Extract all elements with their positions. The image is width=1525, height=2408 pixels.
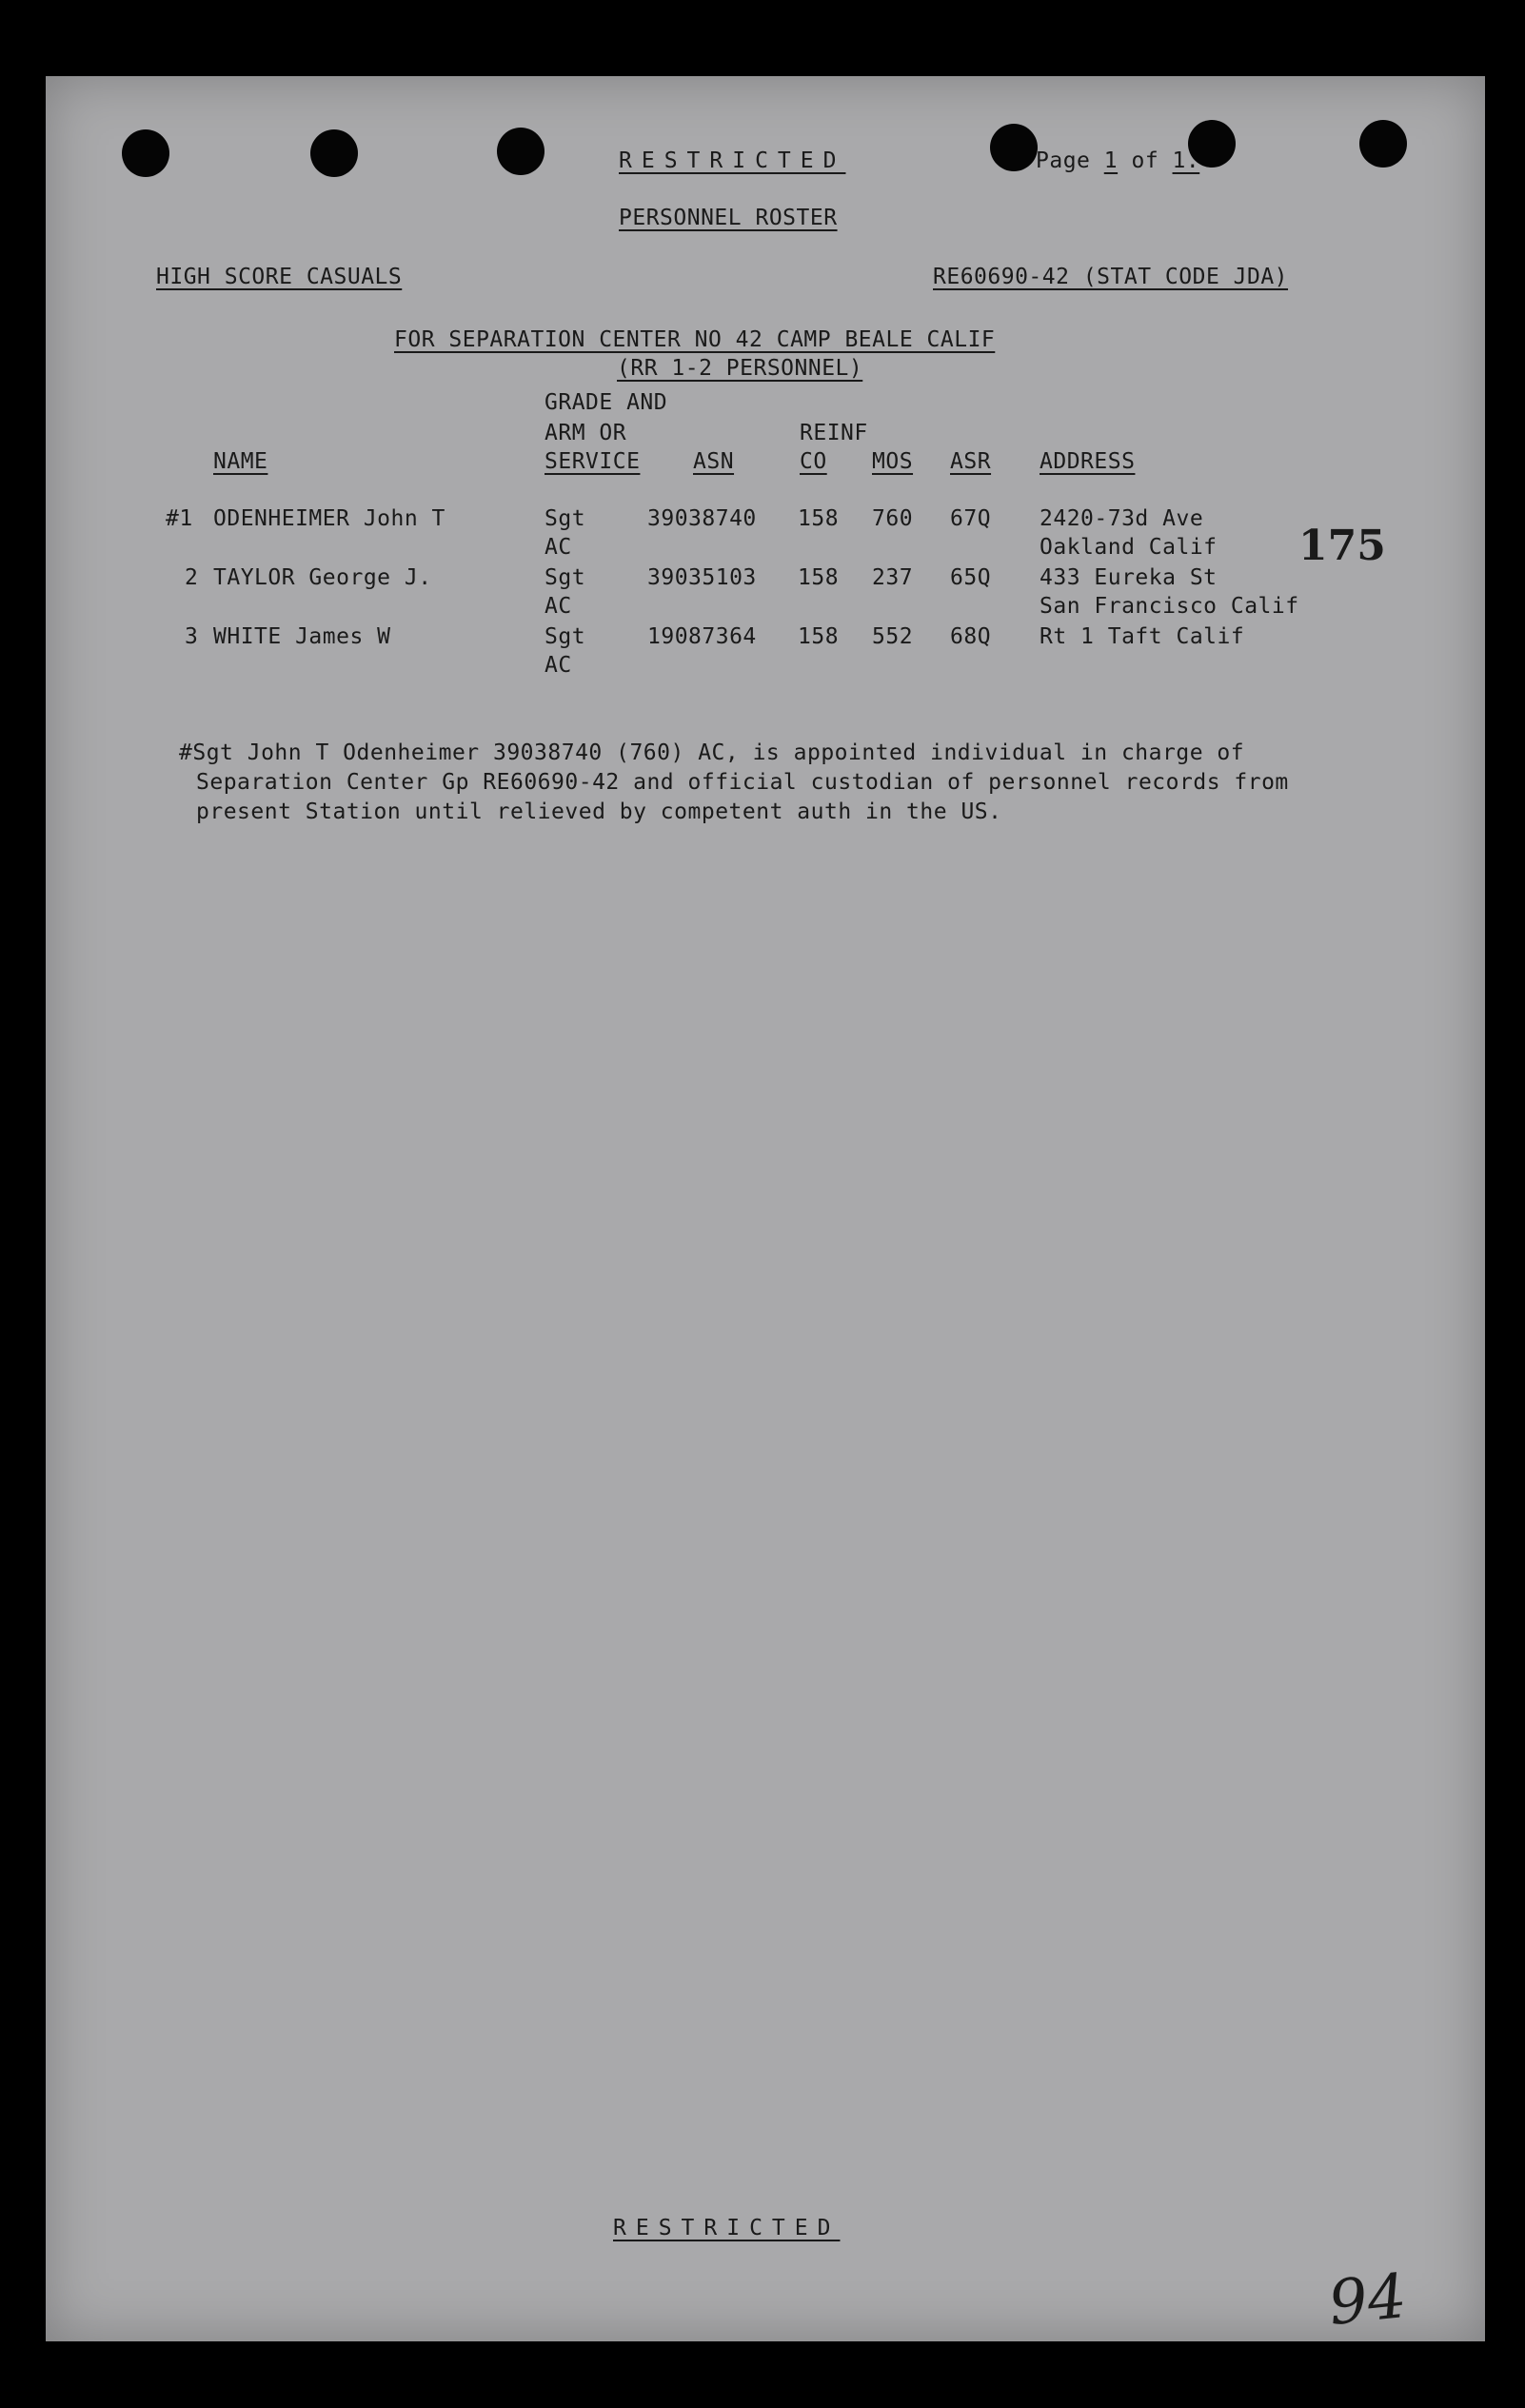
col-reinf-line1: REINF bbox=[800, 421, 868, 445]
row-asr: 65Q bbox=[950, 565, 992, 590]
note-line: present Station until relieved by competent auth in the US. bbox=[196, 799, 1002, 824]
col-grade-line2: ARM OR bbox=[545, 421, 627, 445]
page-prefix: Page bbox=[1036, 148, 1091, 173]
row-mos: 760 bbox=[872, 506, 914, 531]
group-code: RE60690-42 (STAT CODE JDA) bbox=[933, 265, 1289, 289]
appointment-note bbox=[179, 739, 1289, 827]
col-mos: MOS bbox=[872, 449, 914, 474]
document-page bbox=[46, 76, 1485, 2341]
punch-hole bbox=[310, 129, 358, 177]
row-address-line1: 433 Eureka St bbox=[1040, 565, 1218, 590]
row-grade: Sgt bbox=[545, 506, 586, 531]
row-arm: AC bbox=[545, 653, 572, 678]
row-mos: 552 bbox=[872, 624, 914, 649]
row-address-line2: San Francisco Calif bbox=[1040, 594, 1299, 619]
row-arm: AC bbox=[545, 535, 572, 560]
row-co: 158 bbox=[798, 565, 840, 590]
punch-hole bbox=[497, 128, 545, 175]
row-address-line2: Oakland Calif bbox=[1040, 535, 1218, 560]
punch-hole bbox=[990, 124, 1038, 171]
handwritten-number: 94 bbox=[1325, 2260, 1411, 2340]
punch-hole bbox=[122, 129, 169, 177]
note-line: Separation Center Gp RE60690-42 and official custodian of personnel records from bbox=[196, 770, 1289, 795]
destination-line: FOR SEPARATION CENTER NO 42 CAMP BEALE CALIF bbox=[394, 327, 996, 352]
row-number: #1 bbox=[166, 506, 193, 531]
note-line: #Sgt John T Odenheimer 39038740 (760) AC, is appointed individual in charge of bbox=[179, 740, 1245, 765]
unit-label: HIGH SCORE CASUALS bbox=[156, 265, 403, 289]
col-grade-line3: SERVICE bbox=[545, 449, 641, 474]
row-grade: Sgt bbox=[545, 624, 586, 649]
row-number: 3 bbox=[185, 624, 199, 649]
col-name: NAME bbox=[213, 449, 268, 474]
page-indicator bbox=[1036, 148, 1199, 173]
row-asn: 39038740 bbox=[647, 506, 757, 531]
punch-hole bbox=[1359, 120, 1407, 168]
row-address-line1: 2420-73d Ave bbox=[1040, 506, 1204, 531]
row-grade: Sgt bbox=[545, 565, 586, 590]
col-grade-line1: GRADE AND bbox=[545, 390, 668, 415]
col-asr: ASR bbox=[950, 449, 992, 474]
row-number: 2 bbox=[185, 565, 199, 590]
row-arm: AC bbox=[545, 594, 572, 619]
row-asr: 67Q bbox=[950, 506, 992, 531]
row-name: WHITE James W bbox=[213, 624, 391, 649]
row-name: ODENHEIMER John T bbox=[213, 506, 446, 531]
classification-footer: RESTRICTED bbox=[613, 2216, 841, 2240]
row-address-line1: Rt 1 Taft Calif bbox=[1040, 624, 1245, 649]
row-name: TAYLOR George J. bbox=[213, 565, 432, 590]
col-asn: ASN bbox=[693, 449, 735, 474]
destination-subline: (RR 1-2 PERSONNEL) bbox=[617, 356, 863, 381]
stamped-number: 175 bbox=[1298, 522, 1386, 570]
row-asn: 39035103 bbox=[647, 565, 757, 590]
page-number: 1 bbox=[1103, 148, 1119, 173]
row-asr: 68Q bbox=[950, 624, 992, 649]
row-co: 158 bbox=[798, 506, 840, 531]
page-of: of bbox=[1131, 148, 1159, 173]
page-total: 1. bbox=[1172, 148, 1200, 173]
col-address: ADDRESS bbox=[1040, 449, 1136, 474]
row-mos: 237 bbox=[872, 565, 914, 590]
row-co: 158 bbox=[798, 624, 840, 649]
row-asn: 19087364 bbox=[647, 624, 757, 649]
col-reinf-co: CO bbox=[800, 449, 827, 474]
classification-header: RESTRICTED bbox=[619, 148, 846, 173]
document-title: PERSONNEL ROSTER bbox=[619, 206, 838, 230]
